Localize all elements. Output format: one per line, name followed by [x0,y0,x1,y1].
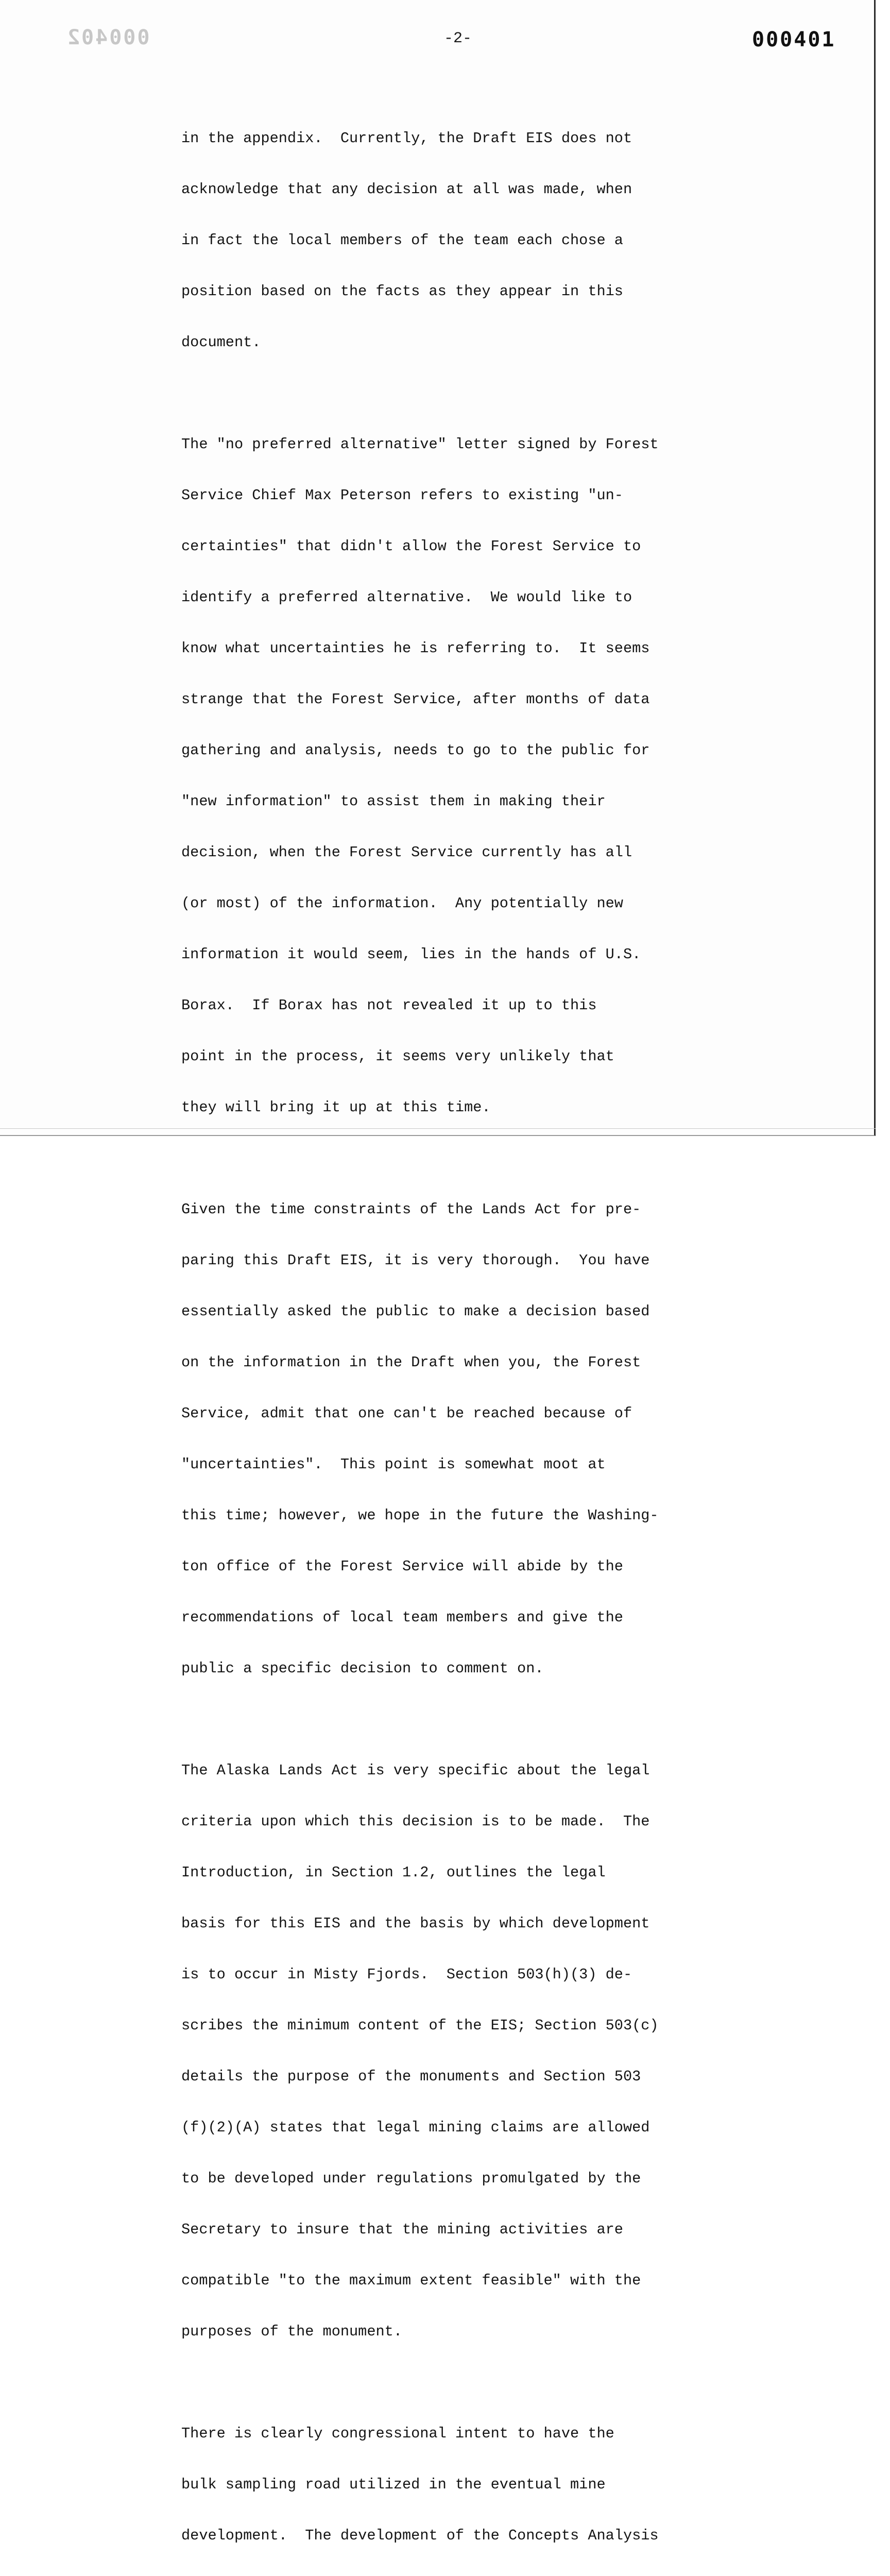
text-line: "uncertainties". This point is somewhat moot at [181,1456,606,1473]
text-line: certainties" that didn't allow the Forest Service to [181,538,641,555]
text-line: to be developed under regulations promulgated by the [181,2170,641,2187]
page-number: -2- [444,30,472,47]
text-line: Introduction, in Section 1.2, outlines the legal [181,1864,606,1881]
text-line: (f)(2)(A) states that legal mining claims are allowed [181,2119,650,2136]
text-line: document. [181,334,261,351]
text-line: The "no preferred alternative" letter signed by Forest [181,436,659,453]
text-line: There is clearly congressional intent to have the [181,2425,614,2442]
text-line: paring this Draft EIS, it is very thorough. You have [181,1252,650,1269]
text-line: details the purpose of the monuments and Section 503 [181,2068,641,2085]
text-line: compatible "to the maximum extent feasible" with the [181,2272,641,2289]
text-line: they will bring it up at this time. [181,1099,491,1116]
text-line: in the appendix. Currently, the Draft EIS does not [181,130,632,147]
text-line: (or most) of the information. Any potentially new [181,895,623,912]
text-line: development. The development of the Concepts Analysis [181,2527,659,2544]
text-line: Service Chief Max Peterson refers to existing "un- [181,487,623,504]
text-line: "new information" to assist them in making their [181,793,606,810]
text-line: scribes the minimum content of the EIS; Section 503(c) [181,2017,659,2034]
text-line: Service, admit that one can't be reached because of [181,1405,632,1422]
text-line: identify a preferred alternative. We would like to [181,589,632,606]
text-line: public a specific decision to comment on. [181,1660,544,1677]
text-line: ton office of the Forest Service will abide by the [181,1558,623,1575]
paragraph-congressional-intent [181,2391,758,2576]
text-line: Secretary to insure that the mining activities are [181,2221,623,2238]
bates-number: 000401 [752,28,836,52]
text-line: position based on the facts as they appear in this [181,283,623,300]
text-line: bulk sampling road utilized in the eventual mine [181,2476,606,2493]
paragraph-time-constraints [181,1167,758,1711]
text-line: is to occur in Misty Fjords. Section 503(h)(3) de- [181,1966,632,1983]
text-line: Given the time constraints of the Lands Act for pre- [181,1201,641,1218]
text-line: criteria upon which this decision is to be made. The [181,1813,650,1830]
text-line: purposes of the monument. [181,2323,402,2340]
text-line: point in the process, it seems very unlikely that [181,1048,614,1065]
text-line: basis for this EIS and the basis by which development [181,1915,650,1932]
text-line: know what uncertainties he is referring to. It seems [181,640,650,657]
text-line: acknowledge that any decision at all was made, when [181,181,632,198]
text-line: The Alaska Lands Act is very specific about the legal [181,1762,650,1779]
text-line: essentially asked the public to make a decision based [181,1303,650,1320]
text-line: on the information in the Draft when you, the Forest [181,1354,641,1371]
scan-edge-line [0,1128,876,1129]
bleed-through-number: 000402 [66,26,150,49]
text-line: strange that the Forest Service, after months of data [181,691,650,708]
text-line: information it would seem, lies in the hands of U.S. [181,946,641,963]
text-line: decision, when the Forest Service currently has all [181,844,632,861]
paragraph-appendix [181,96,758,385]
text-line: recommendations of local team members and give the [181,1609,623,1626]
paragraph-no-preferred-alternative [181,402,758,1150]
letter-body [181,96,758,2576]
paragraph-alaska-lands-act [181,1728,758,2374]
text-line: in fact the local members of the team each chose a [181,232,623,249]
text-line: this time; however, we hope in the future the Washing- [181,1507,659,1524]
text-line: Borax. If Borax has not revealed it up to this [181,997,597,1014]
text-line: gathering and analysis, needs to go to the public for [181,742,650,759]
